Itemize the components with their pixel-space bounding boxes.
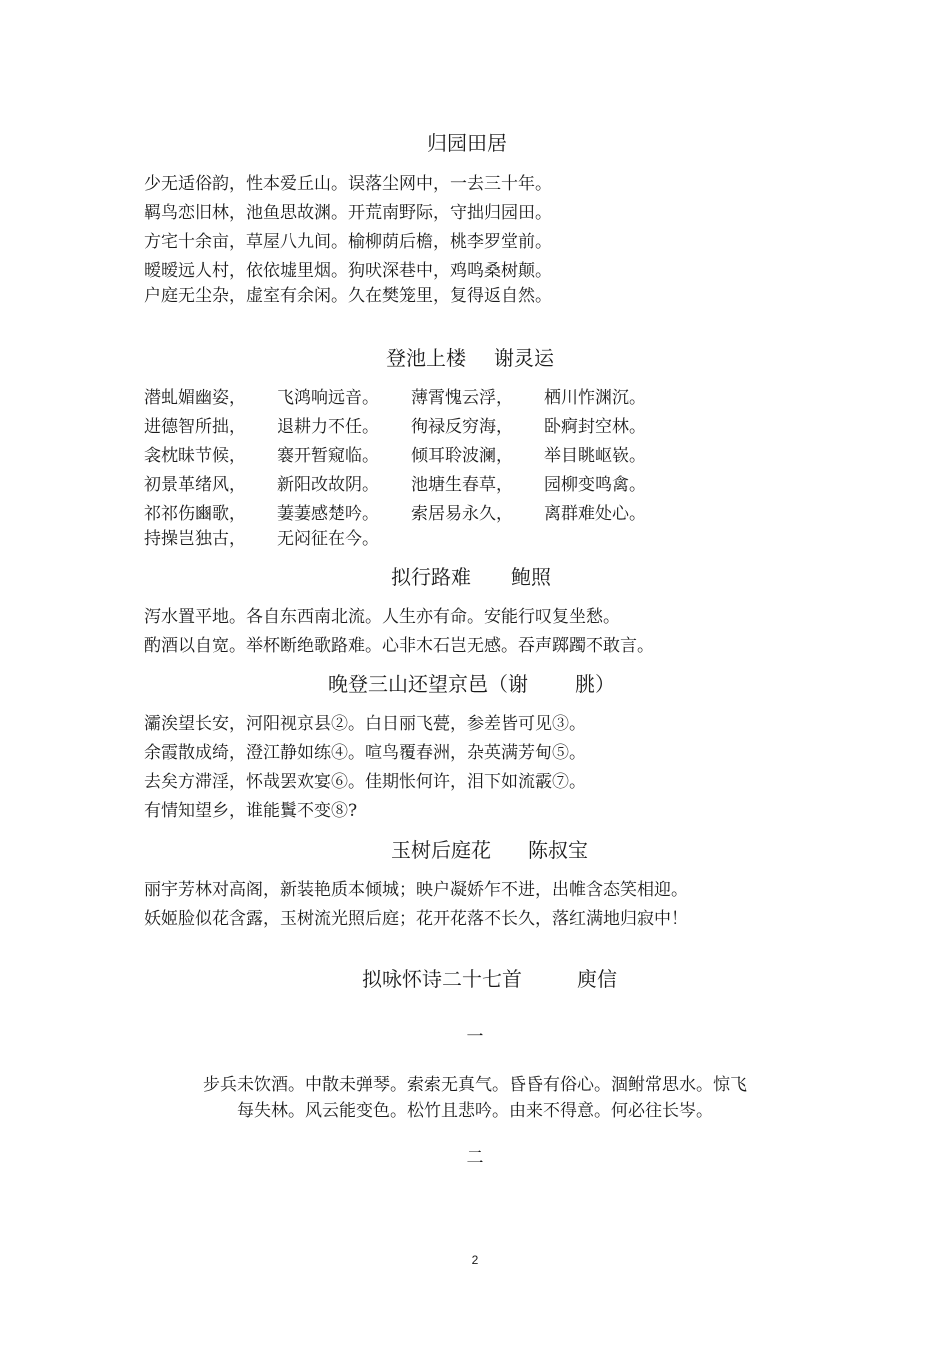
poem-line: 余霞散成绮，澄江静如练④。喧鸟覆春洲，杂英满芳甸⑤。 [144,743,586,763]
poem-phrase: 徇禄反穷海， [411,417,513,437]
poem-phrase: 栖川怍渊沉。 [544,388,646,408]
poem-phrase: 祁祁伤豳歌， [144,504,246,524]
poem-author: 陈叔宝 [528,838,588,862]
poem-phrase: 园柳变鸣禽。 [544,475,646,495]
page-number: 2 [471,1253,479,1267]
poem-line: 丽宇芳林对高阁，新装艳质本倾城；映户凝娇乍不进，出帷含态笑相迎。 [144,880,688,900]
poem-line: 有情知望乡，谁能鬒不变⑧? [144,801,358,821]
poem-title: 晚登三山还望京邑（谢 [328,672,528,696]
poem-phrase: 举目眺岖嵚。 [544,446,646,466]
poem-line: 灞涘望长安，河阳视京县②。白日丽飞甍，参差皆可见③。 [144,714,586,734]
poem-phrase: 初景革绪风， [144,475,246,495]
poem-phrase: 褰开暂窥临。 [277,446,379,466]
poem-phrase: 卧痾封空林。 [544,417,646,437]
poem-phrase: 薄霄愧云浮， [411,388,513,408]
poem-line: 酌酒以自宽。举杯断绝歌路难。心非木石岂无感。吞声踯躅不敢言。 [144,636,654,656]
poem-title: 归园田居 [427,131,507,155]
poem-title-end: 朓） [575,672,615,696]
poem-author: 鲍照 [511,565,551,589]
poem-line: 户庭无尘杂，虚室有余闲。久在樊笼里，复得返自然。 [144,286,552,306]
poem-title: 拟行路难 [391,565,471,589]
poem-line: 暧暧远人村，依依墟里烟。狗吠深巷中，鸡鸣桑树颠。 [144,261,552,281]
section-number: 二 [466,1148,484,1168]
poem-title: 玉树后庭花 [391,838,491,862]
poem-phrase: 无闷征在今。 [277,529,379,549]
poem-title: 登池上楼 [386,346,466,370]
poem-line: 方宅十余亩，草屋八九间。榆柳荫后檐，桃李罗堂前。 [144,232,552,252]
poem-author: 庾信 [577,967,617,991]
poem-phrase: 潜虬媚幽姿， [144,388,246,408]
poem-line: 羁鸟恋旧林，池鱼思故渊。开荒南野际，守拙归园田。 [144,203,552,223]
poem-phrase: 新阳改故阴。 [277,475,379,495]
poem-title: 拟咏怀诗二十七首 [362,967,522,991]
poem-line: 少无适俗韵，性本爱丘山。误落尘网中，一去三十年。 [144,174,552,194]
poem-line: 去矣方滞淫，怀哉罢欢宴⑥。佳期怅何许，泪下如流霰⑦。 [144,772,586,792]
poem-phrase: 进德智所拙， [144,417,246,437]
poem-phrase: 退耕力不任。 [277,417,379,437]
poem-phrase: 索居易永久， [411,504,513,524]
poem-phrase: 池塘生春草， [411,475,513,495]
poem-phrase: 倾耳聆波澜， [411,446,513,466]
poem-phrase: 飞鸿响远音。 [277,388,379,408]
section-number: 一 [466,1027,484,1047]
poem-author: 谢灵运 [494,346,554,370]
poem-phrase: 衾枕昧节候， [144,446,246,466]
poem-phrase: 萋萋感楚吟。 [277,504,379,524]
poem-line: 妖姬脸似花含露，玉树流光照后庭；花开花落不长久，落红满地归寂中！ [144,909,688,929]
poem-line: 步兵未饮酒。中散未弹琴。索索无真气。昏昏有俗心。涸鲋常思水。惊飞 [203,1075,747,1095]
poem-phrase: 离群难处心。 [544,504,646,524]
poem-line: 泻水置平地。各自东西南北流。人生亦有命。安能行叹复坐愁。 [144,607,620,627]
poem-line: 每失林。风云能变色。松竹且悲吟。由来不得意。何必往长岑。 [237,1101,713,1121]
poem-phrase: 持操岂独古， [144,529,246,549]
